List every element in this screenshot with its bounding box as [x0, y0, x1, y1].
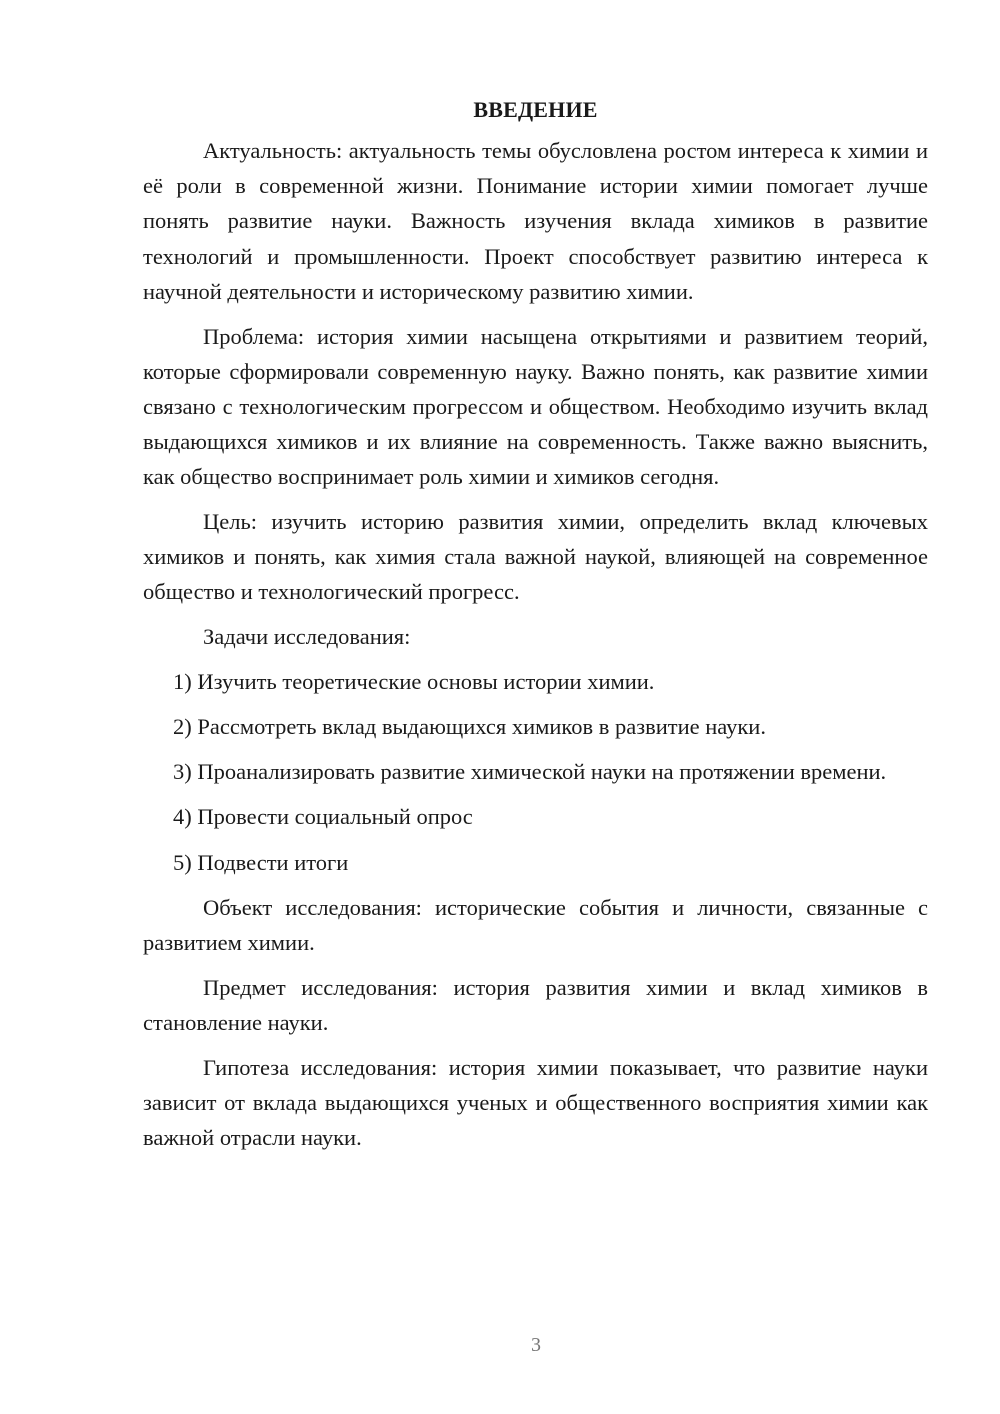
document-page: [143, 92, 928, 1155]
tasks-heading: Задачи исследования:: [203, 624, 411, 650]
paragraph-goal: Цель: изучить историю развития химии, определить вклад ключевых химиков и понять, как химия стала важной наукой, влияющей на современное общество и технологический прогресс.: [143, 509, 928, 605]
task-item-1: 1) Изучить теоретические основы истории химии.: [173, 668, 655, 694]
task-item-5: 5) Подвести итоги: [173, 849, 349, 875]
task-item-4: 4) Провести социальный опрос: [173, 804, 473, 830]
paragraph-object: Объект исследования: исторические события и личности, связанные с развитием химии.: [143, 894, 928, 956]
paragraph-problem: Проблема: история химии насыщена открытиями и развитием теорий, которые сформировали современную науку. Важно понять, как развитие химии связано с технологическим прогрессом и обществом. Необходимо изучить вклад выдающихся химиков и их влияние на современность. Также важно выяснить, как общество воспринимает роль химии и химиков сегодня.: [143, 323, 928, 490]
section-title: ВВЕДЕНИЕ: [473, 97, 598, 122]
task-item-2: 2) Рассмотреть вклад выдающихся химиков в развитие науки.: [173, 714, 766, 740]
page-number: 3: [531, 1334, 541, 1356]
task-item-3: 3) Проанализировать развитие химической науки на протяжении времени.: [173, 759, 887, 785]
paragraph-relevance: Актуальность: актуальность темы обусловлена ростом интереса к химии и её роли в современной жизни. Понимание истории химии помогает лучше понять развитие науки. Важность изучения вклада химиков в развитие технологий и промышленности. Проект способствует развитию интереса к научной деятельности и историческому развитию химии.: [143, 138, 928, 304]
paragraph-subject: Предмет исследования: история развития химии и вклад химиков в становление науки.: [143, 974, 928, 1035]
paragraph-hypothesis: Гипотеза исследования: история химии показывает, что развитие науки зависит от вклада выдающихся ученых и общественного восприятия химии как важной отрасли науки.: [143, 1054, 928, 1151]
